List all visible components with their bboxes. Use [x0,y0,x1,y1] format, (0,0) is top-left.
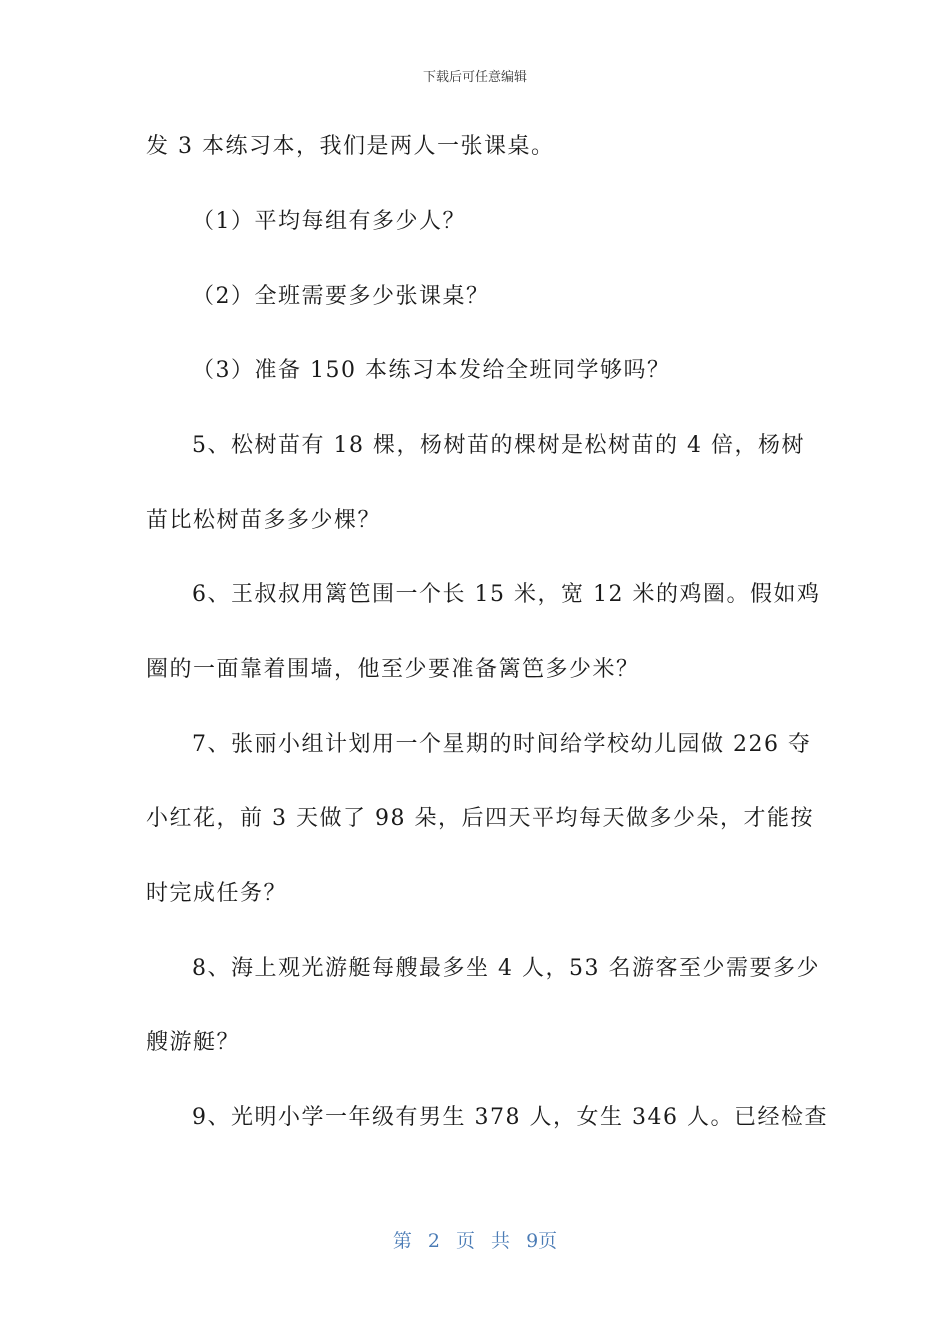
text-line: （3）准备 150 本练习本发给全班同学够吗？ [192,358,671,383]
page-footer-number: 第 2 页 共 9页 [392,1230,558,1252]
text-line: 6、王叔叔用篱笆围一个长 15 米，宽 12 米的鸡圈。假如鸡 [192,582,821,607]
text-line: 圈的一面靠着围墙，他至少要准备篱笆多少米？ [146,657,640,682]
text-line: 9、光明小学一年级有男生 378 人，女生 346 人。已经检查 [192,1105,828,1130]
text-line: 时完成任务？ [146,881,288,906]
text-line: 艘游艇？ [146,1030,241,1055]
text-line: （1）平均每组有多少人？ [192,209,466,234]
text-line: 8、海上观光游艇每艘最多坐 4 人，53 名游客至少需要多少 [192,956,820,981]
text-line: 5、松树苗有 18 棵，杨树苗的棵树是松树苗的 4 倍，杨树 [192,433,805,458]
text-line: 小红花，前 3 天做了 98 朵，后四天平均每天做多少朵，才能按 [146,806,814,831]
text-line: （2）全班需要多少张课桌？ [192,284,490,309]
text-line: 7、张丽小组计划用一个星期的时间给学校幼儿园做 226 夺 [192,732,812,757]
text-line: 发 3 本练习本，我们是两人一张课桌。 [146,134,555,159]
text-line: 苗比松树苗多多少棵？ [146,508,382,533]
page-header-note: 下载后可任意编辑 [422,70,527,85]
